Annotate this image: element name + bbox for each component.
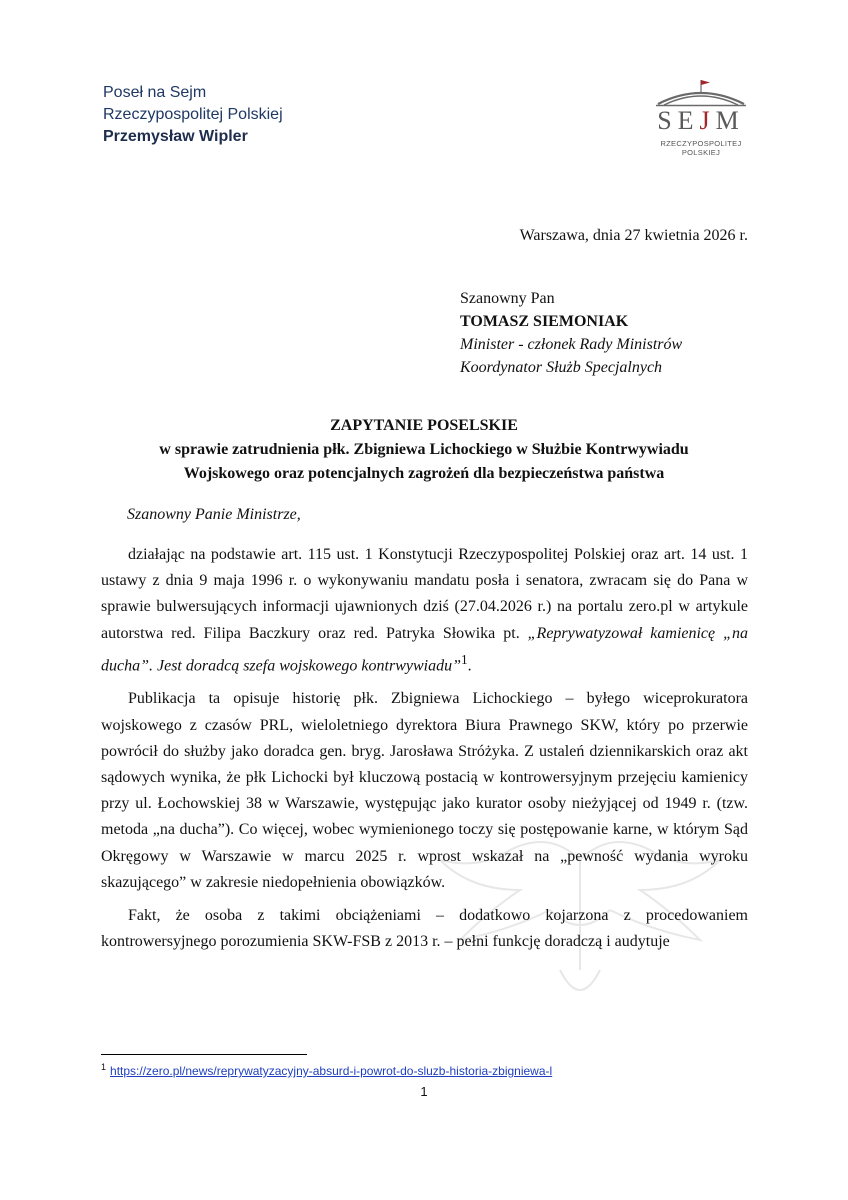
recipient-name: TOMASZ SIEMONIAK: [460, 313, 629, 330]
paragraph-1: [101, 542, 748, 679]
recipient-block: [460, 287, 682, 379]
footnote-separator: [101, 1054, 307, 1055]
sejm-logo-subtitle: RZECZYPOSPOLITEJ POLSKIEJ: [660, 139, 742, 157]
footnote-reference[interactable]: 1: [460, 651, 468, 667]
page-number: 1: [420, 1084, 428, 1099]
recipient-role-2: Koordynator Służb Specjalnych: [460, 359, 663, 376]
sender-name: Przemysław Wipler: [103, 128, 248, 145]
footnote-link[interactable]: https://zero.pl/news/reprywatyzacyjny-absurd-i-powrot-do-sluzb-historia-zbigniewa-l: [110, 1064, 553, 1078]
sejm-logo: [652, 78, 750, 158]
sejm-logo-wordmark: [652, 106, 750, 136]
article-title: „Reprywatyzował kamienicę „na ducha”. Jest doradcą szefa wojskowego kontrwywiadu”: [101, 624, 748, 675]
greeting: Szanowny Panie Ministrze,: [127, 506, 301, 523]
letter-date: Warszawa, dnia 27 kwietnia 2026 r.: [519, 227, 748, 244]
paragraph-2: Publikacja ta opisuje historię płk. Zbigniewa Lichockiego – byłego wiceprokuratora wojskowego z czasów PRL, wieloletniego dyrektora Biura Prawnego SKW, który po przerwie powrócił do służby jako doradca gen. bryg. Jarosława Stróżyka. Z ustaleń dziennikarskich oraz akt sądowych wynika, że płk Lichocki był kluczową postacią w kontrowersyjnym przejęciu kamienicy przy ul. Łochowskiej 38 w Warszawie, występując jako kurator osoby nieżyjącej od 1949 r. (tzw. metoda „na ducha”). Co więcej, wobec wymienionego toczy się postępowanie karne, w którym Sąd Okręgowy w Warszawie w marcu 2025 r. wprost wskazał na „pewność wydania wyroku skazującego” w zakresie niedopełnienia obowiązków.: [101, 690, 748, 891]
paragraph-1-text: działając na podstawie art. 115 ust. 1 Konstytucji Rzeczypospolitej Polskiej oraz art. 14 ust. 1 ustawy z dnia 9 maja 1996 r. o wykonywaniu mandatu posła i senatora, zwracam się do Pana w sprawie bulwersujących informacji ujawnionych dziś (27.04.2026 r.) na portalu zero.pl w artykule autorstwa red. Filipa Baczkury oraz red. Patryka Słowika pt.: [101, 546, 748, 642]
sender-block: [103, 82, 283, 148]
title-line-3: Wojskowego oraz potencjalnych zagrożeń dla bezpieczeństwa państwa: [183, 465, 665, 482]
title-line-1: ZAPYTANIE POSELSKIE: [330, 417, 518, 434]
logo-letter-j: J: [699, 106, 716, 135]
recipient-salutation: Szanowny Pan: [460, 290, 555, 307]
sejm-dome-icon: [652, 78, 750, 108]
logo-letter-m: M: [715, 106, 745, 135]
letter-body: [101, 542, 748, 962]
footnote: [101, 1062, 552, 1078]
logo-letters-se: SE: [657, 106, 700, 135]
recipient-role-1: Minister - członek Rady Ministrów: [460, 336, 683, 353]
sender-line-1: Poseł na Sejm: [103, 84, 207, 101]
paragraph-3: Fakt, że osoba z takimi obciążeniami – dodatkowo kojarzona z procedowaniem kontrowersyjnego porozumienia SKW-FSB z 2013 r. – pełni funkcję doradczą i audytuje: [101, 906, 748, 951]
footnote-number: 1: [101, 1062, 107, 1072]
paragraph-1-end: .: [467, 657, 472, 675]
title-line-2: w sprawie zatrudnienia płk. Zbigniewa Lichockiego w Służbie Kontrwywiadu: [159, 441, 689, 458]
document-title: [100, 414, 748, 486]
sender-line-2: Rzeczypospolitej Polskiej: [103, 106, 283, 123]
